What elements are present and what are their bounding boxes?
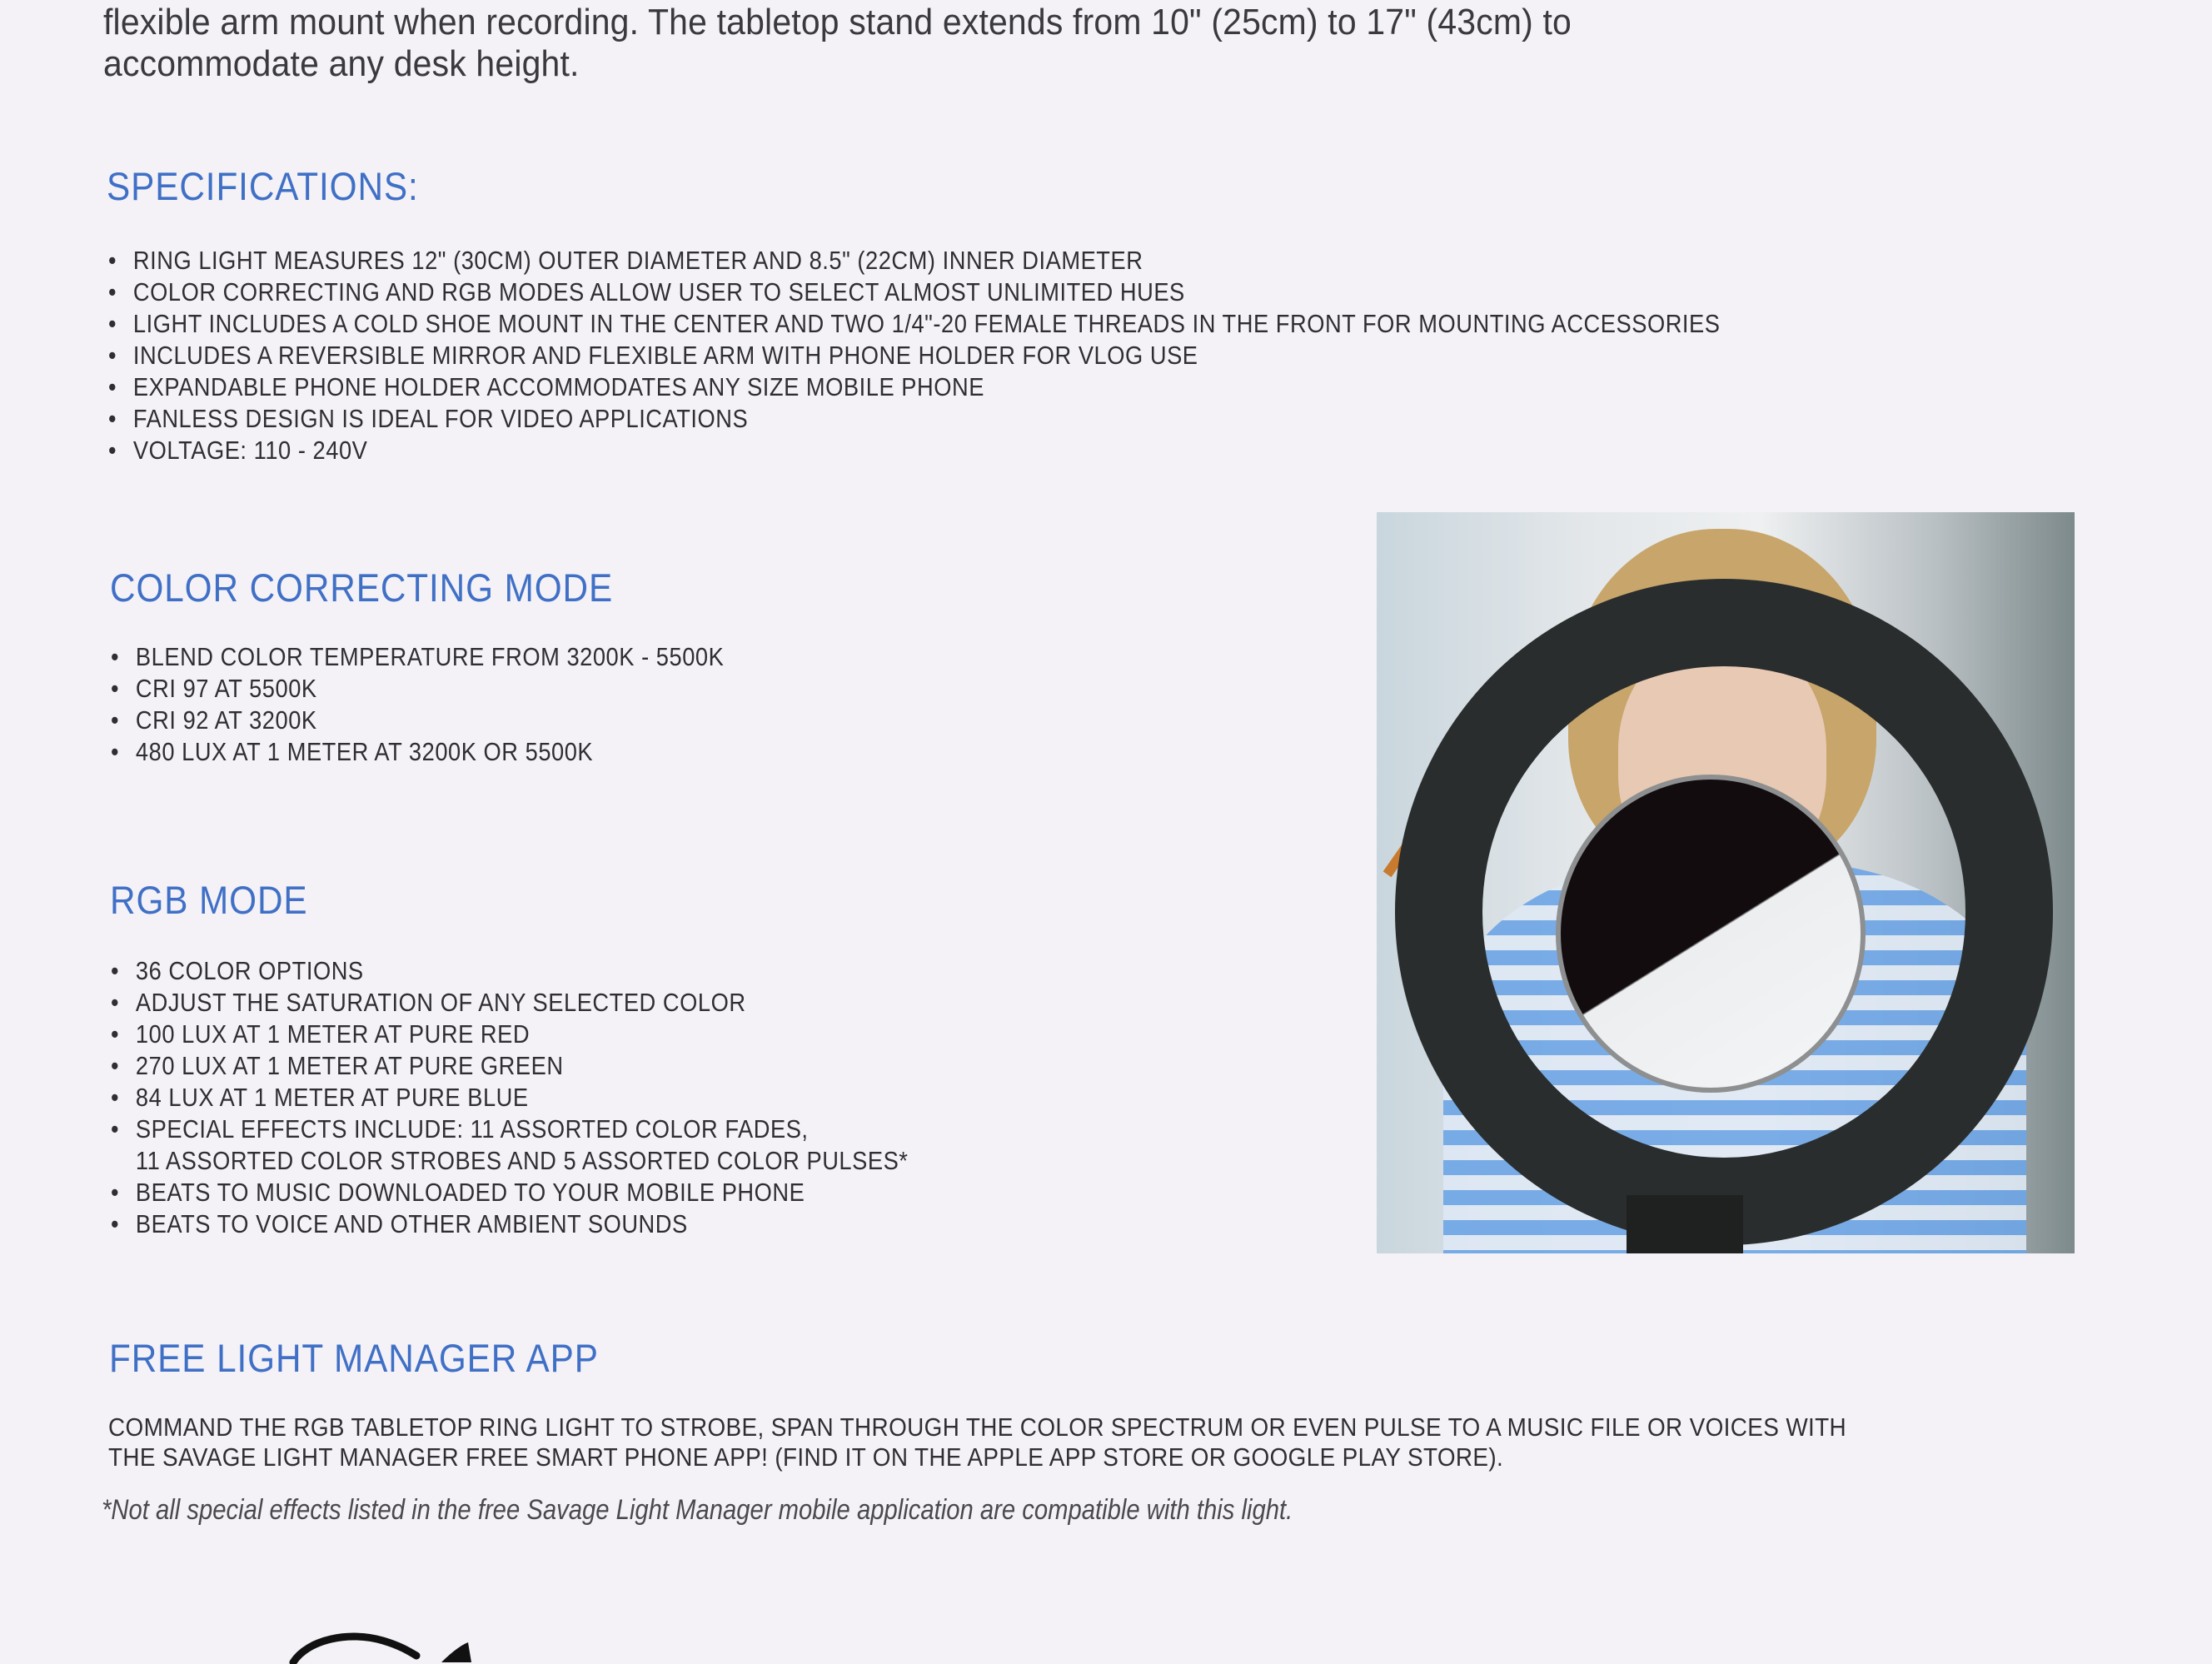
intro-line-2: accommodate any desk height. <box>103 43 580 84</box>
bullet-icon: • <box>111 956 120 985</box>
spec-item: • LIGHT INCLUDES A COLD SHOE MOUNT IN THE CENTER AND TWO 1/4"-20 FEMALE THREADS IN THE FRONT FOR MOUNTING ACCESSORIES <box>108 309 1721 338</box>
bullet-icon: • <box>111 1178 120 1207</box>
rgb-item: • 270 LUX AT 1 METER AT PURE GREEN <box>111 1051 564 1080</box>
app-paragraph-line-1: COMMAND THE RGB TABLETOP RING LIGHT TO STROBE, SPAN THROUGH THE COLOR SPECTRUM OR EVEN PULSE TO A MUSIC FILE OR VOICES WITH <box>108 1412 1847 1442</box>
brand-logo-icon <box>283 1631 483 1664</box>
bullet-icon: • <box>111 737 120 766</box>
specifications-heading: SPECIFICATIONS: <box>107 164 419 208</box>
color-correcting-item: • CRI 92 AT 3200K <box>111 705 317 735</box>
color-correcting-item: • 480 LUX AT 1 METER AT 3200K OR 5500K <box>111 737 594 766</box>
specifications-list <box>108 245 1940 466</box>
spec-item: • COLOR CORRECTING AND RGB MODES ALLOW USER TO SELECT ALMOST UNLIMITED HUES <box>108 277 1185 306</box>
bullet-icon: • <box>108 277 117 306</box>
color-correcting-list <box>111 641 808 768</box>
app-paragraph-line-2: THE SAVAGE LIGHT MANAGER FREE SMART PHONE APP! (FIND IT ON THE APPLE APP STORE OR GOOGLE PLAY STORE). <box>108 1442 1504 1472</box>
bullet-icon: • <box>111 674 120 703</box>
bullet-icon: • <box>108 309 117 338</box>
app-heading: FREE LIGHT MANAGER APP <box>109 1336 599 1380</box>
bullet-icon: • <box>111 1114 120 1143</box>
bullet-icon: • <box>108 436 117 465</box>
rgb-mode-list <box>111 955 1017 1240</box>
bullet-icon: • <box>111 642 120 671</box>
footnote: *Not all special effects listed in the free Savage Light Manager mobile application are compatible with this light. <box>102 1494 1293 1526</box>
bullet-icon: • <box>111 988 120 1017</box>
rgb-item-continuation: 11 ASSORTED COLOR STROBES AND 5 ASSORTED COLOR PULSES* <box>135 1146 909 1175</box>
ring-light <box>1395 579 2053 1245</box>
ring-light-stand <box>1627 1195 1743 1253</box>
spec-item: • FANLESS DESIGN IS IDEAL FOR VIDEO APPLICATIONS <box>108 404 749 433</box>
rgb-item: • BEATS TO VOICE AND OTHER AMBIENT SOUNDS <box>111 1209 688 1238</box>
color-correcting-item: • BLEND COLOR TEMPERATURE FROM 3200K - 5500K <box>111 642 725 671</box>
spec-item: • INCLUDES A REVERSIBLE MIRROR AND FLEXIBLE ARM WITH PHONE HOLDER FOR VLOG USE <box>108 341 1198 370</box>
bullet-icon: • <box>108 246 117 275</box>
spec-item: • EXPANDABLE PHONE HOLDER ACCOMMODATES ANY SIZE MOBILE PHONE <box>108 372 984 401</box>
rgb-mode-heading: RGB MODE <box>110 878 308 922</box>
bullet-icon: • <box>111 1083 120 1112</box>
bullet-icon: • <box>108 341 117 370</box>
spec-item: • VOLTAGE: 110 - 240V <box>108 436 368 465</box>
color-correcting-item: • CRI 97 AT 5500K <box>111 674 317 703</box>
rgb-item: • 84 LUX AT 1 METER AT PURE BLUE <box>111 1083 529 1112</box>
bullet-icon: • <box>111 1051 120 1080</box>
rgb-item: • BEATS TO MUSIC DOWNLOADED TO YOUR MOBILE PHONE <box>111 1178 805 1207</box>
rgb-item: • 100 LUX AT 1 METER AT PURE RED <box>111 1019 531 1049</box>
bullet-icon: • <box>108 372 117 401</box>
rgb-item: • 36 COLOR OPTIONS <box>111 956 364 985</box>
bullet-icon: • <box>111 1209 120 1238</box>
spec-item: • RING LIGHT MEASURES 12" (30CM) OUTER DIAMETER AND 8.5" (22CM) INNER DIAMETER <box>108 246 1143 275</box>
bullet-icon: • <box>111 1019 120 1049</box>
bullet-icon: • <box>108 404 117 433</box>
bullet-icon: • <box>111 705 120 735</box>
color-correcting-heading: COLOR CORRECTING MODE <box>110 565 614 610</box>
rgb-item: • SPECIAL EFFECTS INCLUDE: 11 ASSORTED COLOR FADES, <box>111 1114 809 1143</box>
product-photo <box>1377 512 2075 1253</box>
rgb-item: • ADJUST THE SATURATION OF ANY SELECTED COLOR <box>111 988 746 1017</box>
intro-line-1: flexible arm mount when recording. The tabletop stand extends from 10" (25cm) to 17" (43cm) to <box>103 2 1572 42</box>
